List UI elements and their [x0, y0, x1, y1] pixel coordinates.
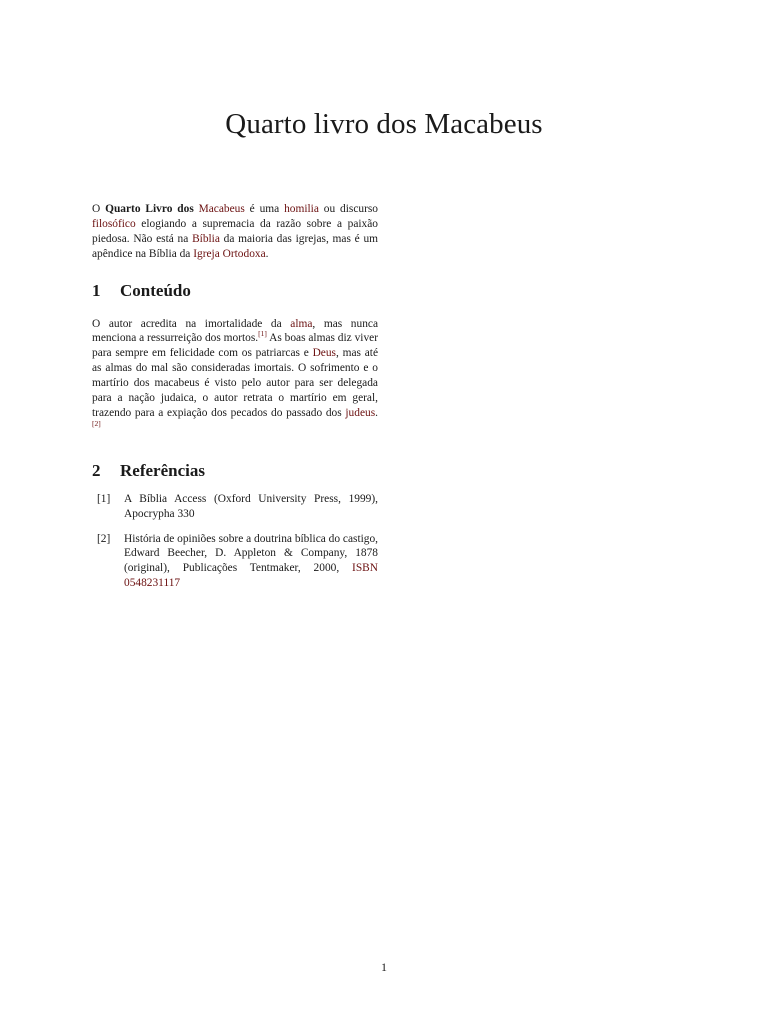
conteudo-paragraph — [92, 317, 378, 436]
link-deus[interactable]: Deus — [312, 347, 336, 360]
reference-item-2 — [92, 532, 378, 592]
link-igreja-ortodoxa[interactable]: Igreja Ortodoxa — [193, 247, 266, 260]
content-column — [92, 202, 378, 601]
reference-list — [92, 492, 378, 591]
intro-text: . — [265, 247, 269, 260]
reference-text-wrap — [123, 532, 378, 592]
article-subject: Quarto Livro dos — [105, 203, 199, 215]
body-text: O autor acredita na imortalidade da — [92, 317, 291, 330]
link-homilia[interactable]: homilia — [284, 203, 319, 215]
body-text: , mas nunca menciona a ressurreição dos mortos. — [92, 317, 378, 345]
intro-text: elogiando a supremacia da razão sobre a paixão piedosa. Não está na — [92, 217, 378, 245]
link-judeus[interactable]: judeus — [345, 406, 376, 419]
isbn-link[interactable]: ISBN 0548231117 — [124, 562, 378, 590]
page-title: Quarto livro dos Macabeus — [225, 108, 543, 140]
reference-label: [2] — [97, 532, 111, 545]
body-text: , mas até as almas do mal são consideradas imortais. O sofrimento e o martírio dos macabeus é visto pelo autor para ser delegada para a nação judaica, o autor retrata o martírio em geral, trazendo para a expiação dos pecados do passado dos — [92, 347, 379, 419]
reference-item-1 — [92, 492, 378, 522]
link-alma[interactable]: alma — [290, 317, 313, 330]
citation-1[interactable]: [1] — [258, 329, 267, 339]
section-number: 1 — [92, 280, 101, 300]
section-heading-conteudo — [92, 280, 378, 300]
citation-2[interactable]: [2] — [92, 419, 101, 429]
body-text: . — [375, 406, 378, 419]
section-heading-referencias — [92, 460, 378, 480]
reference-text: A Bíblia Access (Oxford University Press, 1999), Apocrypha 330 — [124, 492, 378, 520]
intro-text: O — [92, 203, 106, 215]
body-text: As boas almas diz viver para sempre em felicidade com os patriarcas e — [92, 332, 378, 360]
page-number: 1 — [381, 960, 387, 974]
section-number: 2 — [92, 460, 101, 480]
link-biblia[interactable]: Bíblia — [192, 232, 220, 245]
intro-text: da maioria das igrejas, mas é um apêndice na Bíblia da — [92, 232, 378, 260]
reference-label: [1] — [97, 492, 111, 505]
section-title: Referências — [120, 460, 205, 480]
link-macabeus[interactable]: Macabeus — [198, 203, 245, 215]
intro-text: ou discurso — [318, 203, 378, 215]
link-filosofico[interactable]: filosófico — [92, 217, 136, 230]
intro-text: é uma — [244, 203, 285, 215]
intro-paragraph — [92, 202, 378, 262]
reference-text: História de opiniões sobre a doutrina bíblica do castigo, Edward Beecher, D. Appleton & Company, 1878 (original), Publicações Tentmaker, 2000, — [124, 532, 379, 575]
section-title: Conteúdo — [120, 280, 191, 300]
